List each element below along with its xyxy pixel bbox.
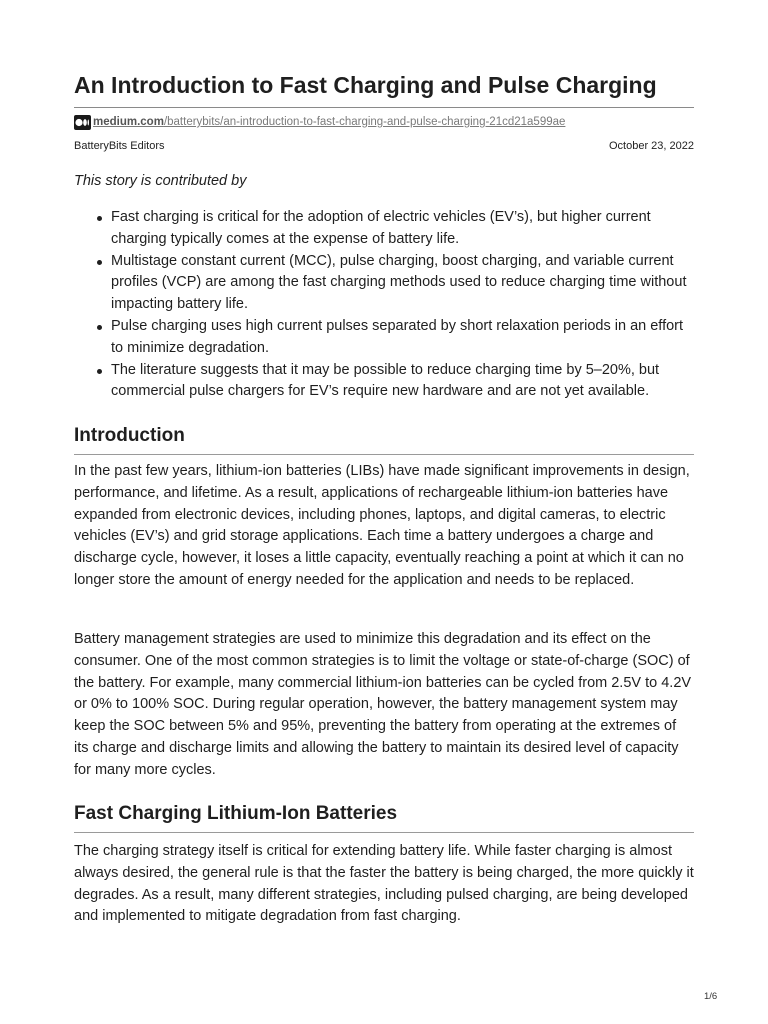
summary-item: Multistage constant current (MCC), pulse charging, boost charging, and variable current profiles (VCP) are among the fast charging methods used to reduce charging time without impacting battery life. — [111, 251, 694, 316]
summary-list — [74, 207, 694, 403]
article-title: An Introduction to Fast Charging and Pulse Charging — [74, 72, 657, 98]
source-link-row[interactable] — [74, 114, 565, 130]
title-divider — [74, 107, 694, 108]
contributed-by-note: This story is contributed by — [74, 173, 247, 189]
summary-item: Pulse charging uses high current pulses separated by short relaxation periods in an effort to minimize degradation. — [111, 316, 694, 360]
source-domain: medium.com — [93, 116, 164, 128]
body-paragraph: Battery management strategies are used to minimize this degradation and its effect on the consumer. One of the most common strategies is to limit the voltage or state-of-charge (SOC) of the battery. For example, many commercial lithium-ion batteries can be cycled from 2.5V to 4.2V or 0% to 100% SOC. During regular operation, however, the battery management system may keep the SOC between 5% and 95%, preventing the battery from operating at the extremes of its charge and discharge limits and allowing the battery to maintain its desired level of capacity for many more cycles. — [74, 631, 692, 778]
source-url-link[interactable] — [93, 116, 565, 128]
summary-item: Fast charging is critical for the adoption of electric vehicles (EV’s), but higher current charging typically comes at the expense of battery life. — [111, 207, 694, 251]
publish-date: October 23, 2022 — [608, 140, 694, 152]
summary-item: The literature suggests that it may be possible to reduce charging time by 5–20%, but commercial pulse chargers for EV’s require new hardware and are not yet available. — [111, 360, 694, 404]
body-paragraph: In the past few years, lithium-ion batteries (LIBs) have made significant improvements in design, performance, and lifetime. As a result, applications of rechargeable lithium-ion batteries have expanded from electronic devices, including phones, laptops, and digital cameras, to electric vehicles (EV’s) and grid storage applications. Each time a battery undergoes a charge and discharge cycle, however, it loses a little capacity, eventually reaching a point at which it can no longer store the amount of energy needed for the application and needs to be replaced. — [74, 463, 690, 588]
source-path: /batterybits/an-introduction-to-fast-charging-and-pulse-charging-21cd21a599ae — [163, 116, 566, 128]
page-indicator: 1/6 — [704, 991, 718, 1002]
author-name: BatteryBits Editors — [74, 140, 165, 152]
section-heading-fast-charging: Fast Charging Lithium-Ion Batteries — [74, 803, 398, 824]
section-divider — [74, 832, 694, 833]
body-paragraph: The charging strategy itself is critical for extending battery life. While faster charging is almost always desired, the general rule is that the faster the battery is being charged, the more quickly it degrades. As a result, many different strategies, including pulsed charging, are being developed and implemented to mitigate degradation from fast charging. — [74, 843, 694, 925]
medium-logo-icon — [74, 115, 91, 130]
section-heading-introduction: Introduction — [74, 425, 185, 446]
section-divider — [74, 454, 694, 455]
